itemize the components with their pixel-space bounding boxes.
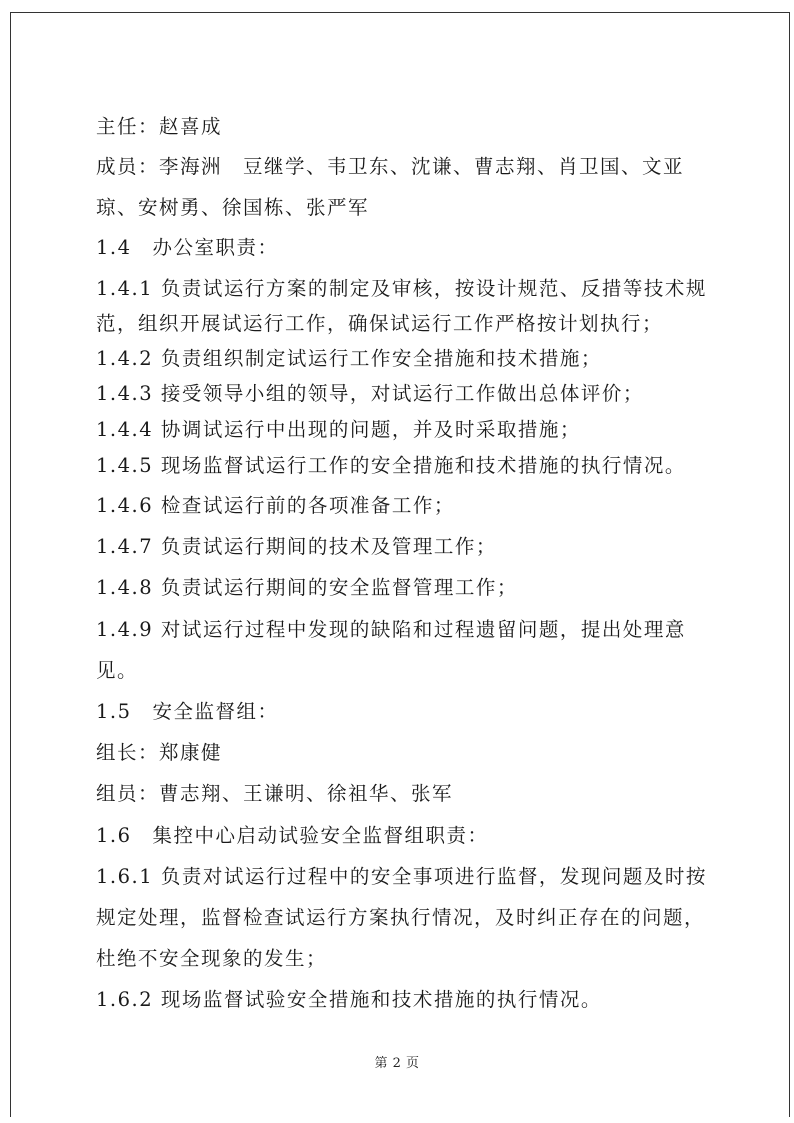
text-line: 组员：曹志翔、王谦明、徐祖华、张军 xyxy=(96,782,454,805)
text-line: 主任：赵喜成 xyxy=(96,115,223,138)
text-line: 琼、安树勇、徐国栋、张严军 xyxy=(96,196,370,219)
text-line: 范，组织开展试运行工作，确保试运行工作严格按计划执行； xyxy=(96,312,664,335)
text-line: 1.4.3 接受领导小组的领导，对试运行工作做出总体评价； xyxy=(96,382,644,405)
text-line: 1.4.7 负责试运行期间的技术及管理工作； xyxy=(96,535,497,558)
text-line: 规定处理，监督检查试运行方案执行情况，及时纠正存在的问题， xyxy=(96,906,706,929)
text-line: 1.4.9 对试运行过程中发现的缺陷和过程遗留问题，提出处理意 xyxy=(96,618,686,641)
text-line: 杜绝不安全现象的发生； xyxy=(96,947,328,970)
section-heading: 1.6 集控中心启动试验安全监督组职责： xyxy=(96,824,489,847)
text-line: 1.4.2 负责组织制定试运行工作安全措施和技术措施； xyxy=(96,347,602,370)
text-line: 1.4.8 负责试运行期间的安全监督管理工作； xyxy=(96,576,518,599)
text-line: 见。 xyxy=(96,659,139,682)
section-heading: 1.4 办公室职责： xyxy=(96,236,279,259)
text-line: 1.6.1 负责对试运行过程中的安全事项进行监督，发现问题及时按 xyxy=(96,865,707,888)
text-line: 1.4.6 检查试运行前的各项准备工作； xyxy=(96,494,455,517)
text-line: 1.4.4 协调试运行中出现的问题，并及时采取措施； xyxy=(96,418,581,441)
text-line: 组长：郑康健 xyxy=(96,741,223,764)
text-line: 1.6.2 现场监督试验安全措施和技术措施的执行情况。 xyxy=(96,988,602,1011)
text-line: 1.4.5 现场监督试运行工作的安全措施和技术措施的执行情况。 xyxy=(96,454,686,477)
page-number: 第 2 页 xyxy=(374,1056,420,1071)
text-line: 1.4.1 负责试运行方案的制定及审核，按设计规范、反措等技术规 xyxy=(96,277,707,300)
section-heading: 1.5 安全监督组： xyxy=(96,700,279,723)
text-line: 成员：李海洲 豆继学、韦卫东、沈谦、曹志翔、肖卫国、文亚 xyxy=(96,155,685,178)
